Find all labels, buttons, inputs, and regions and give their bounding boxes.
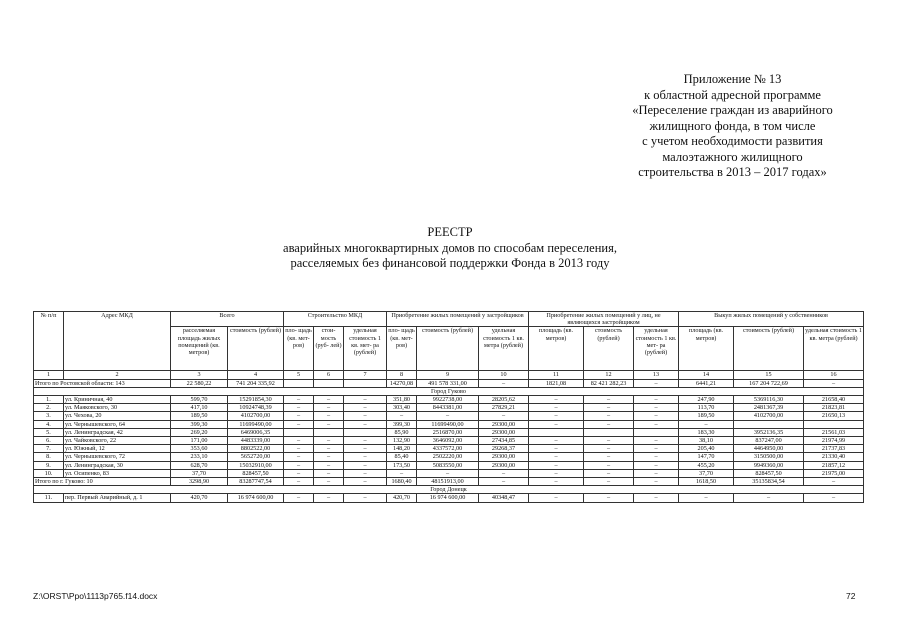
table-cell: – (529, 445, 584, 453)
table-cell: – (634, 420, 679, 428)
table-cell: – (634, 396, 679, 404)
table-cell: 417,10 (171, 404, 228, 412)
column-number: 4 (228, 371, 284, 379)
table-row (34, 396, 864, 404)
table-cell: 21974,99 (804, 437, 864, 445)
city-row (34, 387, 864, 395)
table-cell: 29300,00 (479, 420, 529, 428)
table-cell: – (584, 420, 634, 428)
table-cell: 4102700,00 (734, 412, 804, 420)
head-dev-area: пло- щадь (кв. мет- ров) (387, 327, 417, 371)
table-cell: 16 974 600,00 (417, 494, 479, 502)
table-cell: 233,10 (171, 453, 228, 461)
table-cell: 11699490,00 (417, 420, 479, 428)
table-cell: – (634, 453, 679, 461)
table-cell (314, 428, 344, 436)
table-cell: 28205,62 (479, 396, 529, 404)
table-cell (284, 428, 314, 436)
table-cell: – (344, 445, 387, 453)
table-cell: 9922738,00 (417, 396, 479, 404)
head-acq-developers: Приобретение жилых помещений у застройщиков (387, 312, 529, 327)
table-cell: 29268,37 (479, 445, 529, 453)
head-other-area: площадь (кв. метров) (529, 327, 584, 371)
table-cell: 828457,50 (734, 469, 804, 477)
table-row (34, 445, 864, 453)
table-cell: 4483339,00 (228, 437, 284, 445)
table-cell: 1618,50 (679, 478, 734, 486)
table-cell: 491 578 331,00 (417, 379, 479, 387)
head-buyout-unit-cost: удельная стоимость 1 кв. метра (рублей) (804, 327, 864, 371)
column-number: 3 (171, 371, 228, 379)
table-cell: ул. Осипенко, 83 (64, 469, 171, 477)
title-line-3: расселяемых без финансовой поддержки Фонда в 2013 году (290, 256, 610, 270)
table-cell: 147,70 (679, 453, 734, 461)
column-number: 8 (387, 371, 417, 379)
column-number: 11 (529, 371, 584, 379)
column-number: 1 (34, 371, 64, 379)
table-cell: 14270,08 (387, 379, 417, 387)
table-cell: 837247,00 (734, 437, 804, 445)
column-number: 7 (344, 371, 387, 379)
table-row (34, 420, 864, 428)
table-row (34, 404, 864, 412)
table-cell: 27434,85 (479, 437, 529, 445)
city-name: Город Гуково (34, 387, 864, 395)
head-total-cost: стоимость (рублей) (228, 327, 284, 371)
table-cell: 3298,90 (171, 478, 228, 486)
table-cell: – (284, 445, 314, 453)
table-cell: – (804, 494, 864, 502)
table-cell: 21823,81 (804, 404, 864, 412)
table-cell: – (634, 494, 679, 502)
table-cell: 21975,00 (804, 469, 864, 477)
table-cell: – (479, 478, 529, 486)
table-cell: – (284, 453, 314, 461)
table-cell: – (314, 453, 344, 461)
table-cell: 15032910,00 (228, 461, 284, 469)
table-cell (284, 379, 314, 387)
table-cell: 21330,40 (804, 453, 864, 461)
table-cell: 9. (34, 461, 64, 469)
table-cell (734, 420, 804, 428)
head-dev-unit-cost: удельная стоимость 1 кв. метра (рублей) (479, 327, 529, 371)
table-cell: – (284, 469, 314, 477)
table-cell: 420,70 (387, 494, 417, 502)
table-cell: 6441,21 (679, 379, 734, 387)
table-cell: 741 204 335,92 (228, 379, 284, 387)
appendix-line: Приложение № 13 (683, 72, 782, 86)
table-cell (804, 420, 864, 428)
table-cell: – (284, 420, 314, 428)
column-number: 13 (634, 371, 679, 379)
table-cell: – (314, 396, 344, 404)
head-construction: Строительство МКД (284, 312, 387, 327)
table-cell: 5. (34, 428, 64, 436)
table-cell: ул. Чернышевского, 72 (64, 453, 171, 461)
table-cell: 1. (34, 396, 64, 404)
table-cell: 10924748,39 (228, 404, 284, 412)
head-resettled-area: расселяемая площадь жилых помещений (кв. метров) (171, 327, 228, 371)
registry-title (200, 225, 700, 272)
table-cell: – (344, 453, 387, 461)
table-cell: – (387, 412, 417, 420)
table-cell: 11699490,00 (228, 420, 284, 428)
table-cell: 8802522,00 (228, 445, 284, 453)
title-line-1: РЕЕСТР (427, 225, 473, 239)
table-cell: 455,20 (679, 461, 734, 469)
table-cell: 4102700,00 (228, 412, 284, 420)
table-cell: – (584, 478, 634, 486)
table-cell: – (529, 453, 584, 461)
table-cell: 29300,00 (479, 453, 529, 461)
appendix-line: строительства в 2013 – 2017 годах» (638, 165, 827, 179)
column-number: 16 (804, 371, 864, 379)
head-other-cost: стоимость (рублей) (584, 327, 634, 371)
city-name: Город Донецк (34, 486, 864, 494)
table-cell: – (314, 494, 344, 502)
table-cell: 628,70 (171, 461, 228, 469)
table-cell: 82 421 282,23 (584, 379, 634, 387)
table-cell: 38,10 (679, 437, 734, 445)
table-cell: – (479, 379, 529, 387)
table-cell: – (314, 412, 344, 420)
total-label: Итого по г. Гуково: 10 (34, 478, 171, 486)
table-cell: 15291854,30 (228, 396, 284, 404)
table-cell: – (344, 412, 387, 420)
table-cell (344, 379, 387, 387)
table-cell: 85,40 (387, 453, 417, 461)
table-cell: – (584, 412, 634, 420)
table-row (34, 461, 864, 469)
table-cell: 16 974 600,00 (228, 494, 284, 502)
table-cell: – (314, 420, 344, 428)
column-number: 2 (64, 371, 171, 379)
table-cell: – (417, 412, 479, 420)
table-cell: 9949360,00 (734, 461, 804, 469)
table-row (34, 469, 864, 477)
table-cell: – (529, 437, 584, 445)
table-cell: – (584, 445, 634, 453)
table-cell: – (284, 404, 314, 412)
table-cell: – (529, 404, 584, 412)
table-cell: 40348,47 (479, 494, 529, 502)
table-cell: – (584, 469, 634, 477)
table-cell: – (804, 478, 864, 486)
table-cell: – (634, 437, 679, 445)
table-cell: – (679, 420, 734, 428)
table-cell: 3646092,00 (417, 437, 479, 445)
table-cell: – (634, 379, 679, 387)
table-cell: – (529, 469, 584, 477)
table-cell: – (314, 437, 344, 445)
table-cell: – (584, 461, 634, 469)
table-cell: – (804, 379, 864, 387)
head-num: № п/п (34, 312, 64, 371)
table-cell: – (284, 396, 314, 404)
table-cell: 2516870,00 (417, 428, 479, 436)
table-cell: 11. (34, 494, 64, 502)
column-number: 9 (417, 371, 479, 379)
table-cell: 8. (34, 453, 64, 461)
appendix-line: жилищного фонда, в том числе (649, 118, 816, 133)
table-cell: – (634, 412, 679, 420)
table-cell: ул. Криничная, 40 (64, 396, 171, 404)
city-row (34, 486, 864, 494)
table-row (34, 412, 864, 420)
table-cell: – (634, 469, 679, 477)
table-cell: – (584, 404, 634, 412)
table-cell: 5652720,00 (228, 453, 284, 461)
title-line-2: аварийных многоквартирных домов по способам переселения, (283, 240, 617, 255)
table-cell: – (344, 420, 387, 428)
appendix-line: к областной адресной программе (644, 87, 821, 102)
footer-file-path: Z:\ORST\Ppo\1113p765.f14.docx (33, 591, 158, 601)
column-number: 14 (679, 371, 734, 379)
table-cell: – (284, 412, 314, 420)
table-cell: – (284, 461, 314, 469)
table-cell: – (284, 478, 314, 486)
table-cell: ул. Маяковского, 30 (64, 404, 171, 412)
table-cell: – (344, 478, 387, 486)
table-cell: 22 580,22 (171, 379, 228, 387)
table-row (34, 437, 864, 445)
table-cell: – (387, 469, 417, 477)
table-cell: 3. (34, 412, 64, 420)
table-cell (584, 428, 634, 436)
table-cell: – (417, 469, 479, 477)
table-cell: 113,70 (679, 404, 734, 412)
table-cell: 148,20 (387, 445, 417, 453)
table-cell (529, 428, 584, 436)
table-cell: – (284, 494, 314, 502)
table-cell: 7. (34, 445, 64, 453)
total-region-row (34, 379, 864, 387)
column-number-row (34, 371, 864, 379)
table-cell: 21857,12 (804, 461, 864, 469)
table-cell: – (529, 420, 584, 428)
table-cell: 399,30 (171, 420, 228, 428)
appendix-header (560, 72, 905, 181)
column-number: 15 (734, 371, 804, 379)
table-cell: – (314, 478, 344, 486)
table-cell: 21650,13 (804, 412, 864, 420)
table-cell: – (479, 469, 529, 477)
table-cell: 5369116,30 (734, 396, 804, 404)
table-cell: – (679, 494, 734, 502)
table-cell: – (314, 469, 344, 477)
table-cell: 599,70 (171, 396, 228, 404)
table-cell: 183,30 (679, 428, 734, 436)
table-cell: 8443381,00 (417, 404, 479, 412)
total-city-row (34, 478, 864, 486)
head-address: Адрес МКД (64, 312, 171, 371)
table-cell: ул. Южный, 12 (64, 445, 171, 453)
table-cell: – (529, 478, 584, 486)
table-row (34, 428, 864, 436)
table-cell: 29300,00 (479, 461, 529, 469)
table-cell: 37,70 (171, 469, 228, 477)
total-label: Итого по Ростовской области: 143 (34, 379, 171, 387)
table-cell: 85,90 (387, 428, 417, 436)
table-cell: 189,50 (171, 412, 228, 420)
table-cell (314, 379, 344, 387)
head-constr-cost: стои- мость (руб- лей) (314, 327, 344, 371)
table-cell: 247,90 (679, 396, 734, 404)
head-buyout: Выкуп жилых помещений у собственников (679, 312, 864, 327)
table-cell: 2481367,39 (734, 404, 804, 412)
appendix-line: малоэтажного жилищного (662, 149, 803, 164)
table-cell: 21561,03 (804, 428, 864, 436)
table-cell: 48151913,00 (417, 478, 479, 486)
table-cell: 420,70 (171, 494, 228, 502)
table-cell: – (479, 412, 529, 420)
table-cell: 351,80 (387, 396, 417, 404)
table-cell: 353,60 (171, 445, 228, 453)
table-cell: – (634, 404, 679, 412)
table-cell: – (314, 461, 344, 469)
table-cell: 21737,83 (804, 445, 864, 453)
table-cell: 173,50 (387, 461, 417, 469)
table-cell: – (344, 437, 387, 445)
table-cell: 4464950,00 (734, 445, 804, 453)
appendix-line: с учетом необходимости развития (642, 134, 823, 148)
table-cell: 4337572,00 (417, 445, 479, 453)
table-cell: – (314, 445, 344, 453)
column-number: 6 (314, 371, 344, 379)
table-cell: 21658,40 (804, 396, 864, 404)
head-buyout-cost: стоимость (рублей) (734, 327, 804, 371)
table-cell: ул. Ленинградская, 42 (64, 428, 171, 436)
table-cell: 83287747,54 (228, 478, 284, 486)
table-cell: – (344, 461, 387, 469)
table-cell: 828457,50 (228, 469, 284, 477)
table-cell: – (584, 453, 634, 461)
table-cell: ул. Чехова, 20 (64, 412, 171, 420)
table-cell: – (634, 478, 679, 486)
table-cell: 205,40 (679, 445, 734, 453)
column-number: 10 (479, 371, 529, 379)
table-cell: 303,40 (387, 404, 417, 412)
table-cell: 27829,21 (479, 404, 529, 412)
column-number: 5 (284, 371, 314, 379)
table-cell: 2502220,00 (417, 453, 479, 461)
table-cell: 3150500,00 (734, 453, 804, 461)
table-cell: 37,70 (679, 469, 734, 477)
table-cell: 1680,40 (387, 478, 417, 486)
table-cell: – (529, 461, 584, 469)
table-row (34, 494, 864, 502)
table-cell: ул. Чайковского, 22 (64, 437, 171, 445)
head-total: Всего (171, 312, 284, 327)
head-dev-cost: стоимость (рублей) (417, 327, 479, 371)
head-acq-others: Приобретение жилых помещений у лиц, не являющихся застройщиком (529, 312, 679, 327)
table-cell: 167 204 722,69 (734, 379, 804, 387)
table-cell: – (529, 412, 584, 420)
table-cell (344, 428, 387, 436)
footer-page-number: 72 (846, 591, 856, 601)
table-cell: 35135834,54 (734, 478, 804, 486)
table-cell: 10. (34, 469, 64, 477)
table-cell: 399,30 (387, 420, 417, 428)
header-row-1 (34, 312, 864, 327)
table-cell: – (584, 437, 634, 445)
table-cell (634, 428, 679, 436)
appendix-line: «Переселение граждан из аварийного (632, 103, 833, 117)
table-cell: 269,20 (171, 428, 228, 436)
table-cell: – (634, 461, 679, 469)
table-cell: 6. (34, 437, 64, 445)
table-cell: 6469006,35 (228, 428, 284, 436)
table-cell: – (584, 396, 634, 404)
table-cell: – (344, 494, 387, 502)
registry-table (33, 311, 864, 503)
table-cell: 2. (34, 404, 64, 412)
table-cell: пер. Первый Аварийный, д. 1 (64, 494, 171, 502)
table-cell: 29300,00 (479, 428, 529, 436)
head-constr-area: пло- щадь (кв. мет- ров) (284, 327, 314, 371)
table-cell: – (344, 404, 387, 412)
table-row (34, 453, 864, 461)
table-cell: – (584, 494, 634, 502)
table-cell: – (284, 437, 314, 445)
table-cell: ул. Ленинградская, 30 (64, 461, 171, 469)
table-cell: – (634, 445, 679, 453)
table-cell: ул. Чернышевского, 64 (64, 420, 171, 428)
table-cell: 3952136,35 (734, 428, 804, 436)
head-other-unit-cost: удельная стоимость 1 кв. мет- ра (рублей) (634, 327, 679, 371)
table-cell: – (344, 396, 387, 404)
table-cell: – (529, 494, 584, 502)
table-cell: – (314, 404, 344, 412)
table-cell: – (529, 396, 584, 404)
table-cell: 132,90 (387, 437, 417, 445)
table-cell: 171,00 (171, 437, 228, 445)
head-buyout-area: площадь (кв. метров) (679, 327, 734, 371)
column-number: 12 (584, 371, 634, 379)
table-cell: 4. (34, 420, 64, 428)
table-cell: – (344, 469, 387, 477)
table-cell: 5083550,00 (417, 461, 479, 469)
table-cell: 189,50 (679, 412, 734, 420)
table-cell: 1821,08 (529, 379, 584, 387)
table-cell: – (734, 494, 804, 502)
head-constr-unit-cost: удельная стоимость 1 кв. мет- ра (рублей) (344, 327, 387, 371)
